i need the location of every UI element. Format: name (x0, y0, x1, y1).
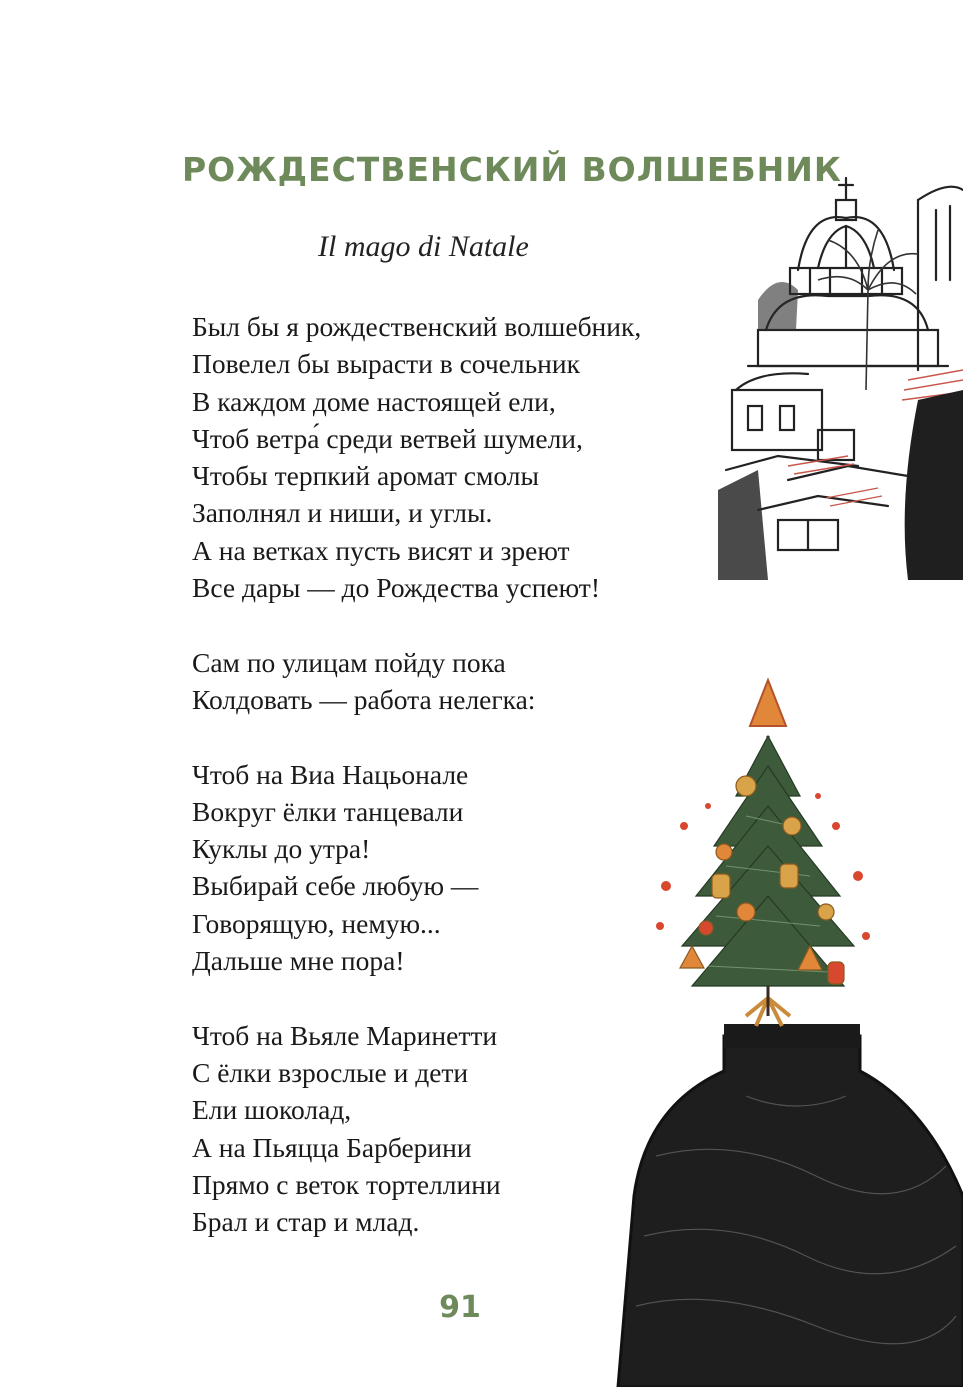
poem-line: Чтоб ветра́ среди ветвей шумели, (192, 422, 583, 454)
poem-line: С ёлки взрослые и дети (192, 1056, 469, 1088)
poem-subtitle: Il mago di Natale (318, 230, 529, 263)
poem-line: А на ветках пусть висят и зреют (192, 534, 570, 566)
christmas-tree-on-bottle-illustration (596, 676, 963, 1387)
poem-line: Сам по улицам пойду пока (192, 646, 506, 678)
page-number: 91 (439, 1290, 481, 1325)
poem-line: В каждом доме настоящей ели, (192, 385, 556, 417)
poem-line: Вокруг ёлки танцевали (192, 795, 464, 827)
poem-line: Дальше мне пора! (192, 945, 405, 977)
poem-line: Колдовать — работа нелегка: (192, 683, 536, 715)
stanza (192, 308, 732, 606)
poem-line: Ели шоколад, (192, 1094, 352, 1126)
poem-line: Заполнял и ниши, и углы. (192, 497, 493, 529)
poem-line: Чтоб на Виа Нацьонале (192, 758, 469, 790)
church-dome-rooftops-illustration (718, 170, 963, 580)
poem-line: Куклы до утра! (192, 833, 371, 865)
poem-line: Говорящую, немую... (192, 907, 441, 939)
poem-line: Прямо с веток тортеллини (192, 1168, 501, 1200)
poem-line: Был бы я рождественский волшебник, (192, 311, 642, 342)
poem-line: Повелел бы вырасти в сочельник (192, 348, 580, 380)
poem-line: Все дары — до Рождества успеют! (192, 572, 600, 604)
poem-line: А на Пьяцца Барберини (192, 1131, 472, 1163)
poem-line: Выбирай себе любую — (192, 870, 479, 902)
poem-title: РОЖДЕСТВЕНСКИЙ ВОЛШЕБНИК (182, 150, 842, 189)
poem-line: Чтобы терпкий аромат смолы (192, 460, 539, 492)
poem-line: Брал и стар и млад. (192, 1206, 420, 1238)
poem-line: Чтоб на Вьяле Маринетти (192, 1019, 498, 1051)
